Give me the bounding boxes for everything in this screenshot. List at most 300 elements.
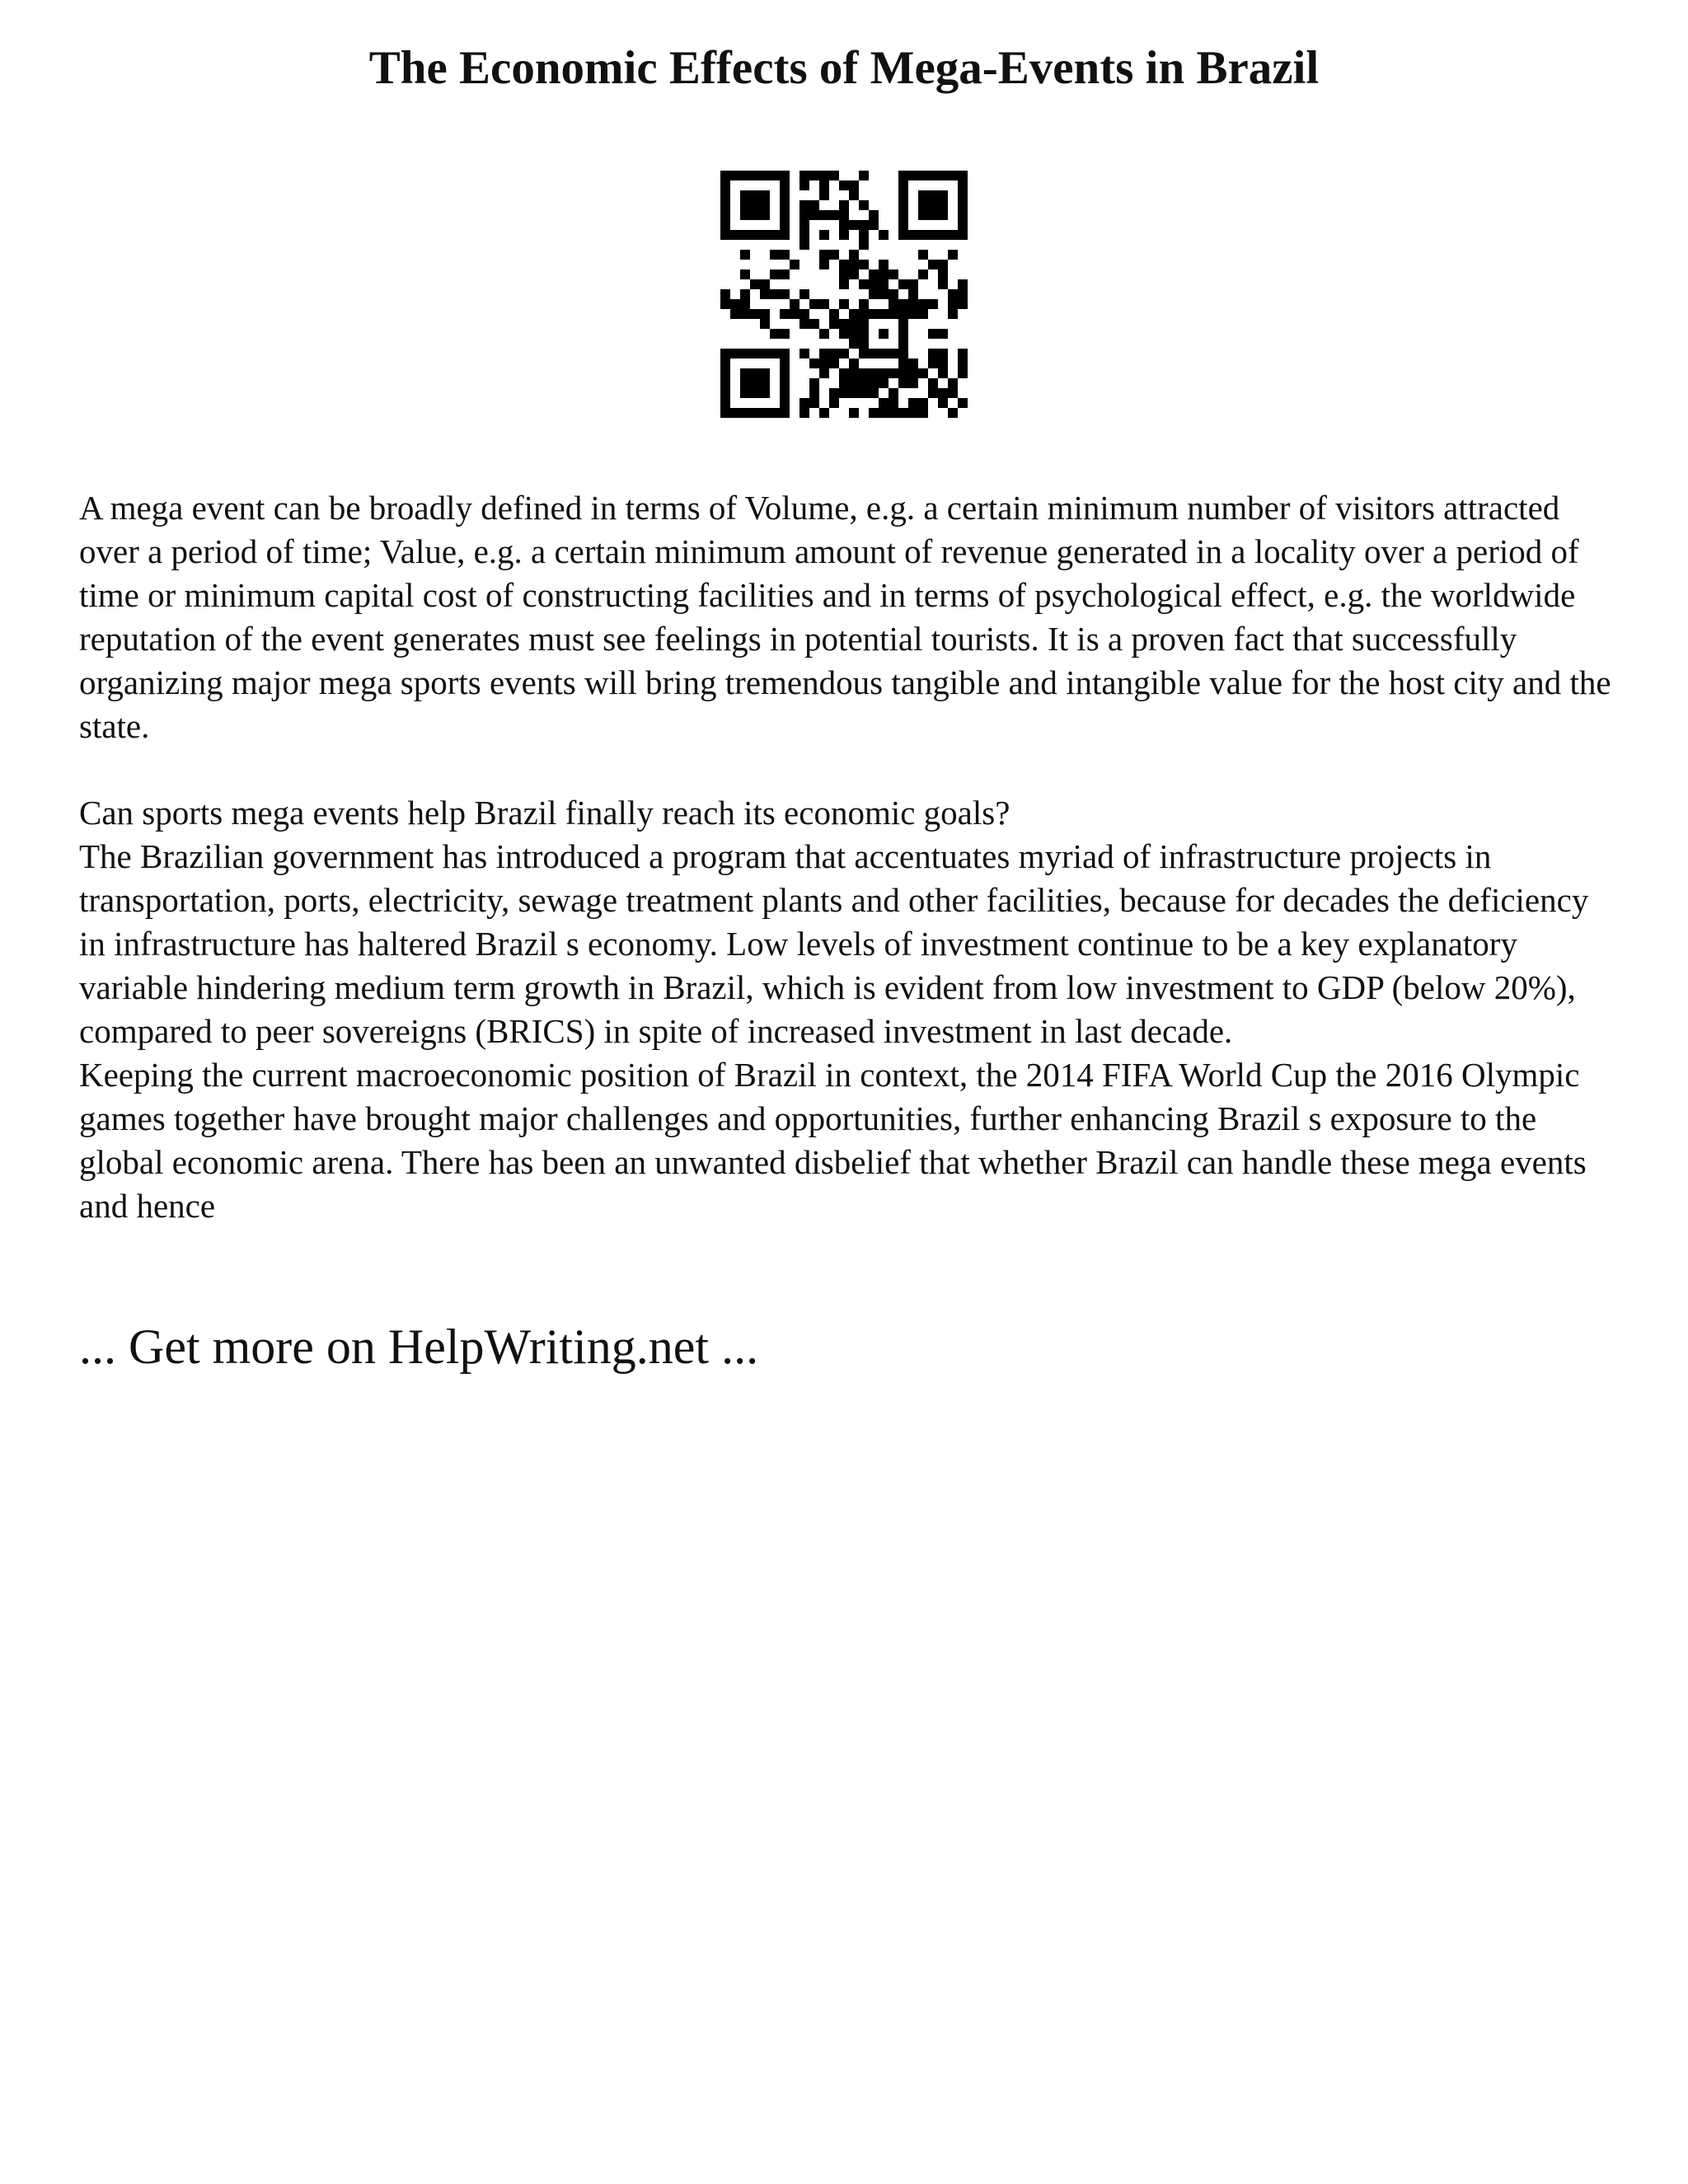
qr-module xyxy=(750,388,760,398)
qr-module xyxy=(869,269,879,279)
qr-module xyxy=(879,408,889,418)
qr-module xyxy=(928,378,938,388)
qr-module xyxy=(740,368,750,378)
qr-module xyxy=(780,398,790,408)
qr-module xyxy=(849,309,859,319)
qr-module xyxy=(918,398,928,408)
qr-module xyxy=(730,230,740,240)
qr-module xyxy=(760,388,770,398)
qr-module xyxy=(879,329,889,339)
qr-module xyxy=(720,210,730,220)
qr-module xyxy=(938,260,948,269)
qr-module xyxy=(819,260,829,269)
qr-module xyxy=(720,289,730,299)
qr-module xyxy=(879,349,889,359)
qr-module xyxy=(898,408,908,418)
qr-module xyxy=(918,269,928,279)
qr-module xyxy=(889,299,898,309)
qr-module xyxy=(889,309,898,319)
qr-module xyxy=(938,230,948,240)
article-body xyxy=(79,791,1620,1228)
qr-module xyxy=(809,171,819,180)
qr-module xyxy=(938,388,948,398)
qr-module xyxy=(730,299,740,309)
qr-module xyxy=(898,368,908,378)
qr-module xyxy=(879,398,889,408)
qr-module xyxy=(750,279,760,289)
qr-module xyxy=(760,319,770,329)
qr-module xyxy=(819,171,829,180)
qr-module xyxy=(958,398,968,408)
qr-module xyxy=(859,378,869,388)
qr-module xyxy=(839,368,849,378)
qr-module xyxy=(928,299,938,309)
qr-module xyxy=(879,368,889,378)
qr-module xyxy=(819,190,829,200)
qr-module xyxy=(740,289,750,299)
qr-module xyxy=(908,299,918,309)
qr-module xyxy=(829,349,839,359)
qr-module xyxy=(869,349,879,359)
qr-module xyxy=(879,309,889,319)
qr-module xyxy=(790,260,799,269)
qr-module xyxy=(720,200,730,210)
qr-module xyxy=(839,279,849,289)
qr-module xyxy=(809,200,819,210)
qr-module xyxy=(780,200,790,210)
qr-module xyxy=(859,230,869,240)
qr-module xyxy=(958,299,968,309)
qr-module xyxy=(938,269,948,279)
qr-module xyxy=(819,329,829,339)
qr-module xyxy=(750,349,760,359)
qr-module xyxy=(809,388,819,398)
qr-module xyxy=(760,349,770,359)
qr-module xyxy=(740,388,750,398)
qr-module xyxy=(938,398,948,408)
qr-module xyxy=(928,230,938,240)
qr-module xyxy=(799,200,809,210)
qr-module xyxy=(780,408,790,418)
qr-module xyxy=(928,200,938,210)
qr-module xyxy=(799,398,809,408)
qr-module xyxy=(720,378,730,388)
qr-module xyxy=(859,240,869,250)
qr-module xyxy=(938,279,948,289)
qr-module xyxy=(740,408,750,418)
qr-module xyxy=(720,171,730,180)
qr-module xyxy=(780,388,790,398)
qr-module xyxy=(938,329,948,339)
qr-module xyxy=(869,210,879,220)
qr-module xyxy=(720,359,730,368)
qr-module xyxy=(898,230,908,240)
qr-module xyxy=(770,408,780,418)
qr-module xyxy=(928,210,938,220)
qr-module xyxy=(760,279,770,289)
qr-module xyxy=(908,171,918,180)
qr-module xyxy=(750,190,760,200)
qr-module xyxy=(918,230,928,240)
qr-module xyxy=(859,299,869,309)
get-more-link[interactable]: ... Get more on HelpWriting.net ... xyxy=(79,1319,759,1374)
qr-module xyxy=(898,279,908,289)
qr-module xyxy=(770,349,780,359)
qr-module xyxy=(750,408,760,418)
qr-module xyxy=(720,190,730,200)
qr-module xyxy=(809,319,819,329)
qr-module xyxy=(740,190,750,200)
qr-module xyxy=(839,349,849,359)
qr-module xyxy=(928,190,938,200)
qr-module xyxy=(898,319,908,329)
qr-module xyxy=(780,171,790,180)
qr-module xyxy=(948,378,958,388)
qr-module xyxy=(938,171,948,180)
paragraph-infrastructure: The Brazilian government has introduced a program that accentuates myriad of infrastructure projects in transportation, ports, electricity, sewage treatment plants and other facilities, because for decades the deficiency in infrastructure has haltered Brazil s economy. Low levels of investment continue to be a key explanatory variable hindering medium term growth in Brazil, which is evident from low investment to GDP (below 20%), compared to peer sovereigns (BRICS) in spite of increased investment in last decade. xyxy=(79,837,1589,1050)
qr-module xyxy=(839,269,849,279)
qr-module xyxy=(750,230,760,240)
qr-module xyxy=(780,309,790,319)
qr-module xyxy=(898,309,908,319)
qr-module xyxy=(740,378,750,388)
qr-module xyxy=(799,240,809,250)
qr-module xyxy=(898,200,908,210)
qr-module xyxy=(918,368,928,378)
qr-module xyxy=(750,309,760,319)
qr-module xyxy=(849,260,859,269)
qr-module xyxy=(809,359,819,368)
qr-module xyxy=(898,180,908,190)
qr-module xyxy=(869,388,879,398)
qr-module xyxy=(918,171,928,180)
qr-module xyxy=(918,250,928,260)
qr-module xyxy=(750,368,760,378)
qr-module xyxy=(760,210,770,220)
qr-module xyxy=(839,329,849,339)
qr-module xyxy=(859,220,869,230)
qr-module xyxy=(889,408,898,418)
qr-module xyxy=(958,289,968,299)
qr-module xyxy=(750,378,760,388)
qr-module xyxy=(948,309,958,319)
qr-module xyxy=(958,171,968,180)
qr-module xyxy=(730,171,740,180)
qr-module xyxy=(770,171,780,180)
qr-module xyxy=(908,408,918,418)
qr-module xyxy=(819,180,829,190)
qr-module xyxy=(948,171,958,180)
qr-module xyxy=(869,368,879,378)
qr-module xyxy=(770,289,780,299)
qr-module xyxy=(938,349,948,359)
qr-module xyxy=(879,260,889,269)
qr-module xyxy=(889,289,898,299)
qr-module xyxy=(898,190,908,200)
qr-module xyxy=(809,398,819,408)
qr-module xyxy=(859,200,869,210)
qr-module xyxy=(898,339,908,349)
qr-module xyxy=(829,388,839,398)
qr-module xyxy=(849,250,859,260)
paragraph-definition: A mega event can be broadly defined in terms of Volume, e.g. a certain minimum number of visitors attracted over a period of time; Value, e.g. a certain minimum amount of revenue generated in a locality over a period of time or minimum capital cost of constructing facilities and in terms of psychological effect, e.g. the worldwide reputation of the event generates must see feelings in potential tourists. It is a proven fact that successfully organizing major mega sports events will bring tremendous tangible and intangible value for the host city and the state. xyxy=(79,489,1611,745)
qr-module xyxy=(720,220,730,230)
qr-module xyxy=(799,230,809,240)
qr-module xyxy=(839,220,849,230)
qr-module xyxy=(918,299,928,309)
qr-module xyxy=(889,349,898,359)
qr-module xyxy=(928,329,938,339)
qr-module xyxy=(889,269,898,279)
qr-module xyxy=(760,368,770,378)
qr-module xyxy=(928,260,938,269)
qr-module xyxy=(780,289,790,299)
qr-module xyxy=(849,319,859,329)
qr-module xyxy=(948,299,958,309)
qr-module xyxy=(819,250,829,260)
qr-module xyxy=(859,329,869,339)
qr-module xyxy=(908,368,918,378)
qr-module xyxy=(799,349,809,359)
qr-module xyxy=(879,269,889,279)
qr-module xyxy=(859,339,869,349)
qr-module xyxy=(938,190,948,200)
qr-module xyxy=(869,289,879,299)
qr-module xyxy=(799,171,809,180)
qr-module xyxy=(760,408,770,418)
qr-module xyxy=(780,220,790,230)
qr-module xyxy=(750,200,760,210)
qr-module xyxy=(740,210,750,220)
qr-module xyxy=(809,299,819,309)
qr-module xyxy=(780,269,790,279)
qr-module xyxy=(780,210,790,220)
qr-module xyxy=(898,299,908,309)
qr-module xyxy=(839,319,849,329)
qr-module xyxy=(750,210,760,220)
qr-module xyxy=(819,359,829,368)
qr-module xyxy=(938,368,948,378)
qr-module xyxy=(859,388,869,398)
qr-module xyxy=(770,230,780,240)
qr-module xyxy=(849,329,859,339)
qr-module xyxy=(720,180,730,190)
qr-module xyxy=(730,349,740,359)
qr-module xyxy=(770,250,780,260)
qr-module xyxy=(740,171,750,180)
qr-module xyxy=(898,378,908,388)
qr-module xyxy=(859,319,869,329)
qr-module xyxy=(879,230,889,240)
qr-module xyxy=(750,171,760,180)
qr-module xyxy=(908,359,918,368)
qr-module xyxy=(898,171,908,180)
qr-module xyxy=(720,388,730,398)
paragraph-context: Keeping the current macroeconomic position of Brazil in context, the 2014 FIFA World Cup the 2016 Olympic games together have brought major challenges and opportunities, further enhancing Brazil s exposure to the global economic arena. There has been an unwanted disbelief that whether Brazil can handle these mega events and hence xyxy=(79,1056,1587,1225)
qr-module xyxy=(948,289,958,299)
qr-module xyxy=(799,210,809,220)
qr-module xyxy=(898,329,908,339)
qr-module xyxy=(859,260,869,269)
qr-module xyxy=(898,210,908,220)
qr-module xyxy=(918,408,928,418)
qr-module xyxy=(958,279,968,289)
qr-module xyxy=(869,279,879,289)
qr-module xyxy=(720,398,730,408)
qr-module xyxy=(839,210,849,220)
qr-module xyxy=(889,388,898,398)
qr-module xyxy=(908,398,918,408)
qr-module xyxy=(819,230,829,240)
qr-module xyxy=(760,190,770,200)
qr-module xyxy=(879,289,889,299)
qr-module xyxy=(819,210,829,220)
qr-module xyxy=(849,180,859,190)
qr-module xyxy=(859,279,869,289)
qr-module xyxy=(740,250,750,260)
qr-module xyxy=(780,368,790,378)
qr-module xyxy=(918,309,928,319)
qr-module xyxy=(958,368,968,378)
qr-module xyxy=(790,299,799,309)
qr-module xyxy=(799,180,809,190)
qr-module xyxy=(760,230,770,240)
qr-module xyxy=(958,230,968,240)
paragraph-question: Can sports mega events help Brazil finally reach its economic goals? xyxy=(79,794,1010,832)
qr-module xyxy=(908,378,918,388)
qr-module xyxy=(928,349,938,359)
qr-module xyxy=(928,388,938,398)
qr-module xyxy=(760,289,770,299)
qr-module xyxy=(780,359,790,368)
qr-module xyxy=(780,250,790,260)
qr-module xyxy=(928,359,938,368)
qr-module xyxy=(740,349,750,359)
qr-module xyxy=(809,210,819,220)
qr-module xyxy=(790,309,799,319)
qr-module xyxy=(780,190,790,200)
qr-module xyxy=(740,200,750,210)
qr-code xyxy=(720,171,968,418)
qr-module xyxy=(829,398,839,408)
qr-module xyxy=(760,200,770,210)
qr-module xyxy=(720,408,730,418)
qr-module xyxy=(889,398,898,408)
qr-module xyxy=(898,349,908,359)
qr-module xyxy=(839,230,849,240)
qr-module xyxy=(849,190,859,200)
qr-module xyxy=(720,230,730,240)
qr-module xyxy=(819,349,829,359)
qr-module xyxy=(839,299,849,309)
qr-module xyxy=(859,368,869,378)
qr-module xyxy=(958,220,968,230)
qr-module xyxy=(819,299,829,309)
qr-module xyxy=(849,388,859,398)
qr-module xyxy=(908,309,918,319)
qr-module xyxy=(928,171,938,180)
qr-module xyxy=(938,200,948,210)
qr-module xyxy=(780,349,790,359)
qr-module xyxy=(859,349,869,359)
qr-module xyxy=(760,378,770,388)
qr-module xyxy=(760,309,770,319)
qr-module xyxy=(770,269,780,279)
qr-module xyxy=(948,230,958,240)
qr-module xyxy=(780,180,790,190)
qr-module xyxy=(760,171,770,180)
qr-module xyxy=(849,339,859,349)
qr-module xyxy=(730,309,740,319)
qr-module xyxy=(908,279,918,289)
qr-module xyxy=(839,260,849,269)
qr-module xyxy=(869,408,879,418)
qr-module xyxy=(918,190,928,200)
qr-module xyxy=(898,359,908,368)
qr-module xyxy=(918,210,928,220)
qr-module xyxy=(839,200,849,210)
qr-module xyxy=(839,180,849,190)
qr-module xyxy=(938,359,948,368)
qr-module xyxy=(869,309,879,319)
qr-module xyxy=(780,230,790,240)
qr-module xyxy=(908,230,918,240)
qr-module xyxy=(948,250,958,260)
qr-module xyxy=(849,220,859,230)
qr-module xyxy=(958,190,968,200)
qr-module xyxy=(839,388,849,398)
qr-module xyxy=(859,171,869,180)
qr-module xyxy=(948,408,958,418)
qr-module xyxy=(799,220,809,230)
qr-code-image xyxy=(720,171,968,418)
qr-module xyxy=(849,408,859,418)
qr-module xyxy=(839,378,849,388)
qr-module xyxy=(799,289,809,299)
qr-module xyxy=(799,408,809,418)
qr-module xyxy=(740,309,750,319)
qr-module xyxy=(819,368,829,378)
qr-module xyxy=(780,329,790,339)
qr-module xyxy=(780,378,790,388)
qr-module xyxy=(849,359,859,368)
qr-module xyxy=(829,359,839,368)
qr-module xyxy=(958,200,968,210)
qr-module xyxy=(938,210,948,220)
page-title: The Economic Effects of Mega-Events in Brazil xyxy=(368,42,1320,94)
qr-module xyxy=(849,269,859,279)
qr-module xyxy=(869,220,879,230)
qr-module xyxy=(958,180,968,190)
qr-module xyxy=(908,289,918,299)
qr-module xyxy=(889,368,898,378)
qr-module xyxy=(918,200,928,210)
qr-module xyxy=(958,210,968,220)
qr-module xyxy=(799,309,809,319)
qr-module xyxy=(740,230,750,240)
qr-module xyxy=(829,309,839,319)
qr-module xyxy=(948,388,958,398)
qr-module xyxy=(849,378,859,388)
qr-module xyxy=(829,250,839,260)
qr-module xyxy=(809,378,819,388)
qr-module xyxy=(859,309,869,319)
qr-module xyxy=(829,319,839,329)
qr-module xyxy=(740,299,750,309)
qr-module xyxy=(720,349,730,359)
qr-module xyxy=(799,319,809,329)
qr-module xyxy=(879,279,889,289)
